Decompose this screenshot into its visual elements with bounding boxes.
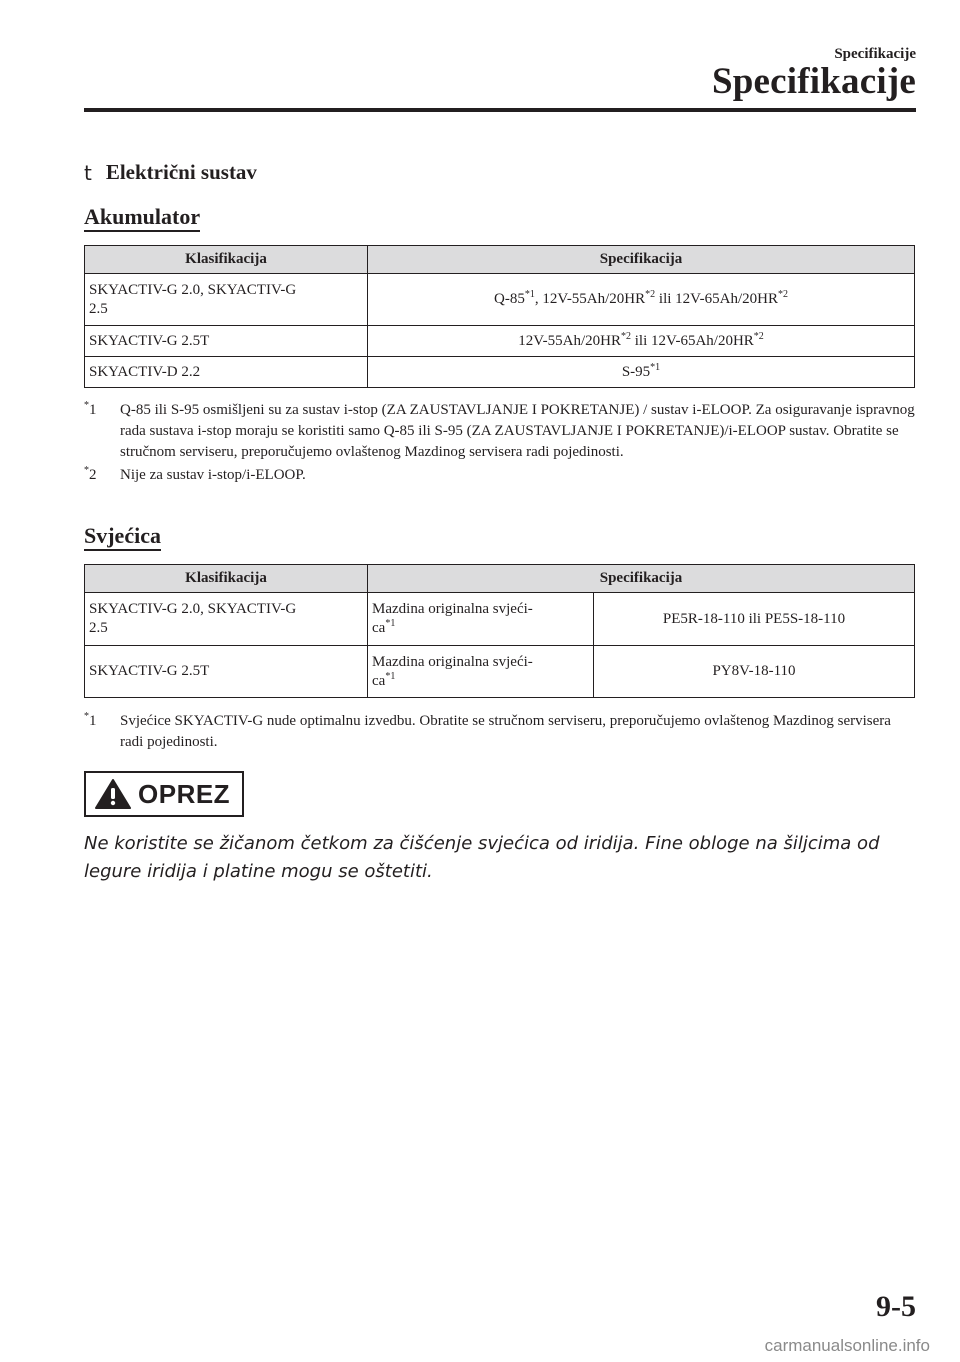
svjecica-table — [84, 564, 915, 698]
footnote: *1 Svjećice SKYACTIV-G nude optimalnu izvedbu. Obratite se stručnom serviseru, preporučujemo ovlaštenog Mazdinog servisera radi pojedinosti. — [84, 711, 891, 750]
cell-klasifikacija: SKYACTIV-G 2.0, SKYACTIV-G 2.5 — [85, 593, 368, 646]
cell-part-number: PY8V-18-110 — [594, 646, 915, 698]
table-row — [85, 646, 915, 698]
svjecica-heading — [84, 523, 161, 551]
col-header-specifikacija: Specifikacija — [368, 565, 915, 593]
caution-badge — [84, 771, 244, 817]
running-header-small: Specifikacije — [834, 46, 916, 62]
cell-klasifikacija: SKYACTIV-G 2.5T — [85, 326, 368, 357]
warning-triangle-icon — [94, 778, 132, 810]
caution-text: Ne koristite se žičanom četkom za čišćenje svjećica od iridija. Fine obloge na šiljcima od legure iridija i platine mogu se oštetiti. — [84, 833, 880, 882]
footnote: *1 Q-85 ili S-95 osmišljeni su za sustav i-stop (ZA ZAUSTAVLJANJE I POKRETANJE) / sustav i-ELOOP. Za osiguravanje ispravnog rada sustava i-stop moraju se koristiti samo Q-85 ili S-95 (ZA ZAUSTAVLJANJE I POKRETANJE)/i-ELOOP sustav. Obratite se stručnom serviseru, preporučujemo ovlaštenog Mazdinog servisera radi pojedinosti. — [84, 400, 915, 460]
cell-opis: Mazdina originalna svjeći- $ca^{*1}$ — [368, 593, 594, 646]
cell-specifikacija: S-95$^{*1}$ — [368, 357, 915, 388]
cell-klasifikacija: SKYACTIV-G 2.0, SKYACTIV-G 2.5 — [85, 274, 368, 326]
table-header-row — [85, 565, 915, 593]
col-header-klasifikacija: Klasifikacija — [85, 246, 368, 274]
akumulator-table — [84, 245, 915, 388]
page-number: 9-5 — [876, 1290, 916, 1323]
table-row — [85, 357, 915, 388]
header-rule — [84, 108, 916, 112]
akumulator-heading-text: Akumulator — [84, 204, 200, 232]
section-marker-icon: t — [84, 160, 92, 185]
table-row — [85, 326, 915, 357]
table-header-row — [85, 246, 915, 274]
cell-klasifikacija: SKYACTIV-G 2.5T — [85, 646, 368, 698]
section-title: Električni sustav — [105, 160, 257, 184]
akumulator-heading — [84, 204, 200, 232]
akumulator-footnotes — [84, 400, 916, 486]
footnote: *2 Nije za sustav i-stop/i-ELOOP. — [84, 465, 306, 483]
svjecica-heading-text: Svjećica — [84, 523, 161, 551]
col-header-klasifikacija: Klasifikacija — [85, 565, 368, 593]
svjecica-footnotes — [84, 711, 916, 753]
cell-part-number: PE5R-18-110 ili PE5S-18-110 — [594, 593, 915, 646]
col-header-specifikacija: Specifikacija — [368, 246, 915, 274]
cell-specifikacija: 12V-55Ah/20HR$^{*2}$ ili 12V-65Ah/20HR$^{*2}$ — [368, 326, 915, 357]
table-row — [85, 274, 915, 326]
cell-opis: Mazdina originalna svjeći- $ca^{*1}$ — [368, 646, 594, 698]
table-row — [85, 593, 915, 646]
cell-klasifikacija: SKYACTIV-D 2.2 — [85, 357, 368, 388]
footer-watermark: carmanualsonline.info — [764, 1336, 930, 1355]
section-heading — [84, 160, 257, 185]
cell-specifikacija: Q-85$^{*1}$, 12V-55Ah/20HR$^{*2}$ ili 12V-65Ah/20HR$^{*2}$ — [368, 274, 915, 326]
running-header-title: Specifikacije — [711, 61, 916, 102]
caution-label: OPREZ — [138, 778, 231, 809]
